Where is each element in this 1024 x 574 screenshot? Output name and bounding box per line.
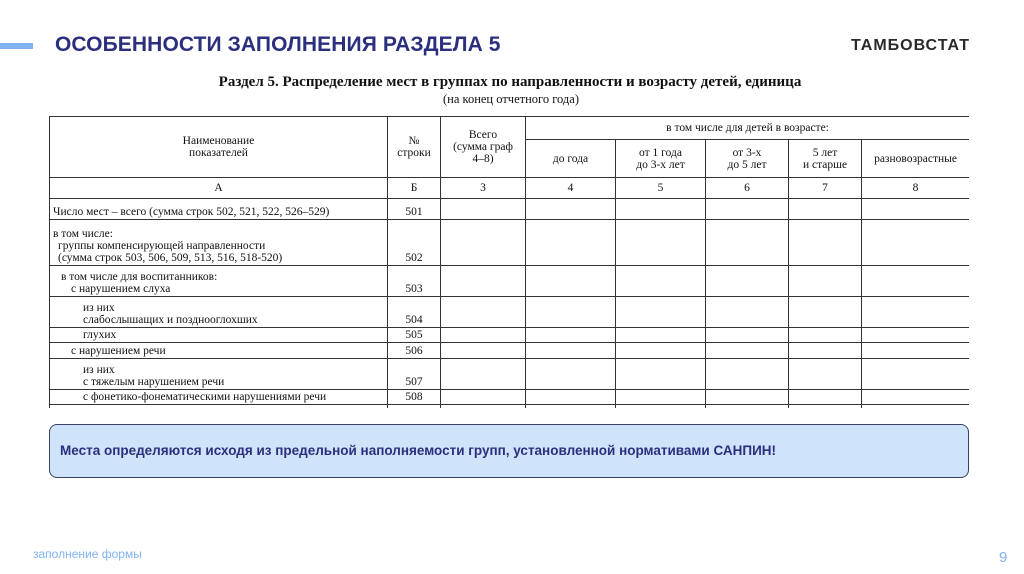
index-cell: 7 [789, 178, 862, 199]
value-cell[interactable] [526, 328, 616, 343]
value-cell[interactable] [789, 359, 862, 390]
value-cell[interactable] [616, 297, 706, 328]
value-cell[interactable] [616, 359, 706, 390]
col-header-mixed-age: разновозрастные [862, 140, 970, 178]
value-cell[interactable] [862, 390, 970, 405]
table-row-506 [50, 343, 970, 359]
table-row-cut [50, 405, 970, 409]
value-cell[interactable] [526, 343, 616, 359]
row-label: из них слабослышащих и позднооглохших [50, 297, 388, 328]
row-code: 506 [388, 343, 441, 359]
value-cell[interactable] [862, 266, 970, 297]
value-cell[interactable] [789, 266, 862, 297]
value-cell[interactable] [616, 343, 706, 359]
value-cell[interactable] [441, 266, 526, 297]
row-label: Число мест – всего (сумма строк 502, 521, 522, 526–529) [50, 199, 388, 220]
row-label: с нарушением речи [50, 343, 388, 359]
index-cell: 3 [441, 178, 526, 199]
index-row [50, 178, 970, 199]
footer-label: заполнение формы [33, 547, 142, 561]
table-row-508 [50, 390, 970, 405]
value-cell[interactable] [789, 199, 862, 220]
value-cell[interactable] [441, 220, 526, 266]
index-cell: 5 [616, 178, 706, 199]
form-heading [0, 74, 1024, 107]
row-code: 505 [388, 328, 441, 343]
index-cell: 4 [526, 178, 616, 199]
row-code: 502 [388, 220, 441, 266]
value-cell[interactable] [441, 199, 526, 220]
row-code: 504 [388, 297, 441, 328]
value-cell[interactable] [862, 328, 970, 343]
index-cell: А [50, 178, 388, 199]
value-cell[interactable] [789, 297, 862, 328]
value-cell[interactable] [526, 297, 616, 328]
value-cell[interactable] [706, 390, 789, 405]
form-table [49, 116, 969, 408]
form-table-container [49, 116, 969, 408]
row-code: 503 [388, 266, 441, 297]
slide-title: ОСОБЕННОСТИ ЗАПОЛНЕНИЯ РАЗДЕЛА 5 [55, 33, 501, 56]
index-cell: Б [388, 178, 441, 199]
value-cell[interactable] [526, 220, 616, 266]
row-code: 507 [388, 359, 441, 390]
value-cell[interactable] [526, 359, 616, 390]
col-header-row-number: № строки [388, 117, 441, 178]
col-header-under-1: до года [526, 140, 616, 178]
col-header-3-to-5: от 3-х до 5 лет [706, 140, 789, 178]
row-label: в том числе для воспитанников: с нарушением слуха [50, 266, 388, 297]
row-label: глухих [50, 328, 388, 343]
value-cell[interactable] [526, 266, 616, 297]
value-cell[interactable] [862, 297, 970, 328]
table-row-504 [50, 297, 970, 328]
brand-logo: ТАМБОВСТАТ [851, 37, 970, 54]
table-row-503 [50, 266, 970, 297]
header-row-1 [50, 117, 970, 140]
col-header-age-group: в том числе для детей в возрасте: [526, 117, 970, 140]
index-cell: 6 [706, 178, 789, 199]
value-cell[interactable] [862, 343, 970, 359]
form-section-subtitle: (на конец отчетного года) [442, 92, 580, 106]
value-cell[interactable] [616, 328, 706, 343]
table-row-501 [50, 199, 970, 220]
value-cell[interactable] [706, 266, 789, 297]
value-cell[interactable] [441, 297, 526, 328]
value-cell[interactable] [441, 359, 526, 390]
value-cell[interactable] [706, 220, 789, 266]
value-cell[interactable] [706, 297, 789, 328]
value-cell[interactable] [526, 390, 616, 405]
value-cell[interactable] [862, 220, 970, 266]
col-header-1-to-3: от 1 года до 3-х лет [616, 140, 706, 178]
value-cell[interactable] [441, 343, 526, 359]
table-row-502 [50, 220, 970, 266]
value-cell[interactable] [441, 390, 526, 405]
value-cell[interactable] [862, 199, 970, 220]
value-cell[interactable] [789, 220, 862, 266]
note-callout [49, 424, 969, 478]
row-label: с фонетико-фонематическими нарушениями речи [50, 390, 388, 405]
row-label: в том числе: группы компенсирующей направленности (сумма строк 503, 506, 509, 513, 516, 518-520) [50, 220, 388, 266]
value-cell[interactable] [789, 390, 862, 405]
value-cell[interactable] [616, 199, 706, 220]
value-cell[interactable] [526, 199, 616, 220]
value-cell[interactable] [441, 328, 526, 343]
form-section-title: Раздел 5. Распределение мест в группах по направленности и возрасту детей, единица [218, 74, 802, 90]
value-cell[interactable] [789, 328, 862, 343]
value-cell[interactable] [862, 359, 970, 390]
col-header-total: Всего (сумма граф 4–8) [441, 117, 526, 178]
value-cell[interactable] [789, 343, 862, 359]
value-cell[interactable] [616, 266, 706, 297]
table-row-505 [50, 328, 970, 343]
index-cell: 8 [862, 178, 970, 199]
col-header-5-plus: 5 лет и старше [789, 140, 862, 178]
value-cell[interactable] [706, 359, 789, 390]
value-cell[interactable] [706, 343, 789, 359]
page-number: 9 [999, 549, 1008, 566]
row-code: 501 [388, 199, 441, 220]
value-cell[interactable] [616, 220, 706, 266]
row-code: 508 [388, 390, 441, 405]
table-row-507 [50, 359, 970, 390]
value-cell[interactable] [706, 328, 789, 343]
value-cell[interactable] [706, 199, 789, 220]
col-header-name: Наименование показателей [50, 117, 388, 178]
note-text: Места определяются исходя из предельной наполняемости групп, установленной нормативами САНПИН! [60, 443, 777, 458]
row-label: из них с тяжелым нарушением речи [50, 359, 388, 390]
value-cell[interactable] [616, 390, 706, 405]
accent-bar [0, 43, 33, 49]
